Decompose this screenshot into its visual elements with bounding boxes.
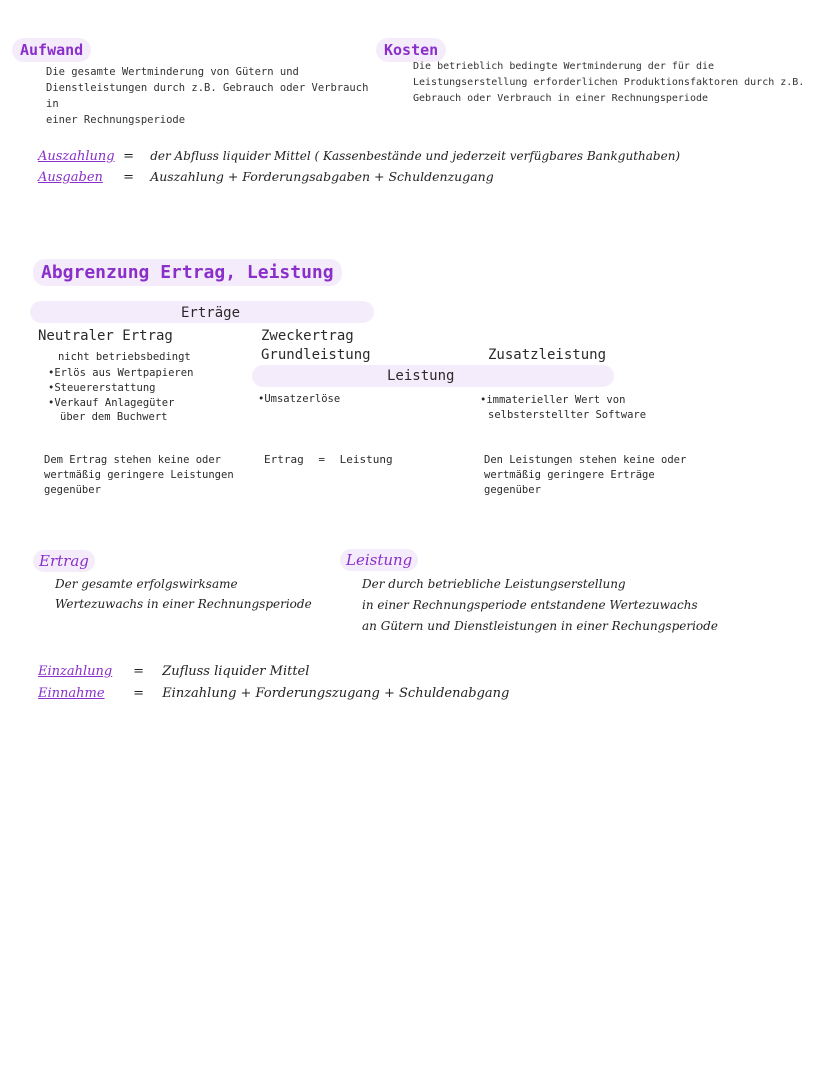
leistung-line: Der durch betriebliche Leistungserstellung (362, 577, 626, 591)
einzahlung-eq: = (133, 664, 144, 679)
neutral-note-line: Dem Ertrag stehen keine oder (44, 454, 222, 466)
einzahlung-row (38, 660, 309, 679)
zusatzleistung-item (480, 393, 646, 423)
aufwand-line: Die gesamte Wertminderung von Gütern und (46, 66, 299, 78)
zusatzleistung-item-line: selbsterstellter Software (488, 409, 647, 421)
leistung-label: Leistung (387, 368, 455, 384)
ausgaben-row (38, 166, 494, 185)
zusatz-note (484, 453, 686, 498)
section-title: Abgrenzung Ertrag, Leistung (33, 259, 342, 286)
middle-note-eq: = (318, 453, 325, 466)
list-item: • Erlös aus Wertpapieren (48, 366, 193, 381)
ertrag-definition (55, 574, 312, 614)
middle-note-left: Ertrag (264, 453, 304, 466)
zusatz-note-line: gegenüber (484, 484, 541, 496)
leistung-line: in einer Rechnungsperiode entstandene Wertezuwachs (362, 598, 698, 612)
ertrag-line: Wertezuwachs in einer Rechnungsperiode (55, 597, 312, 611)
ausgaben-eq: = (123, 170, 134, 185)
einzahlung-term: Einzahlung (38, 664, 113, 679)
list-item: • Verkauf Anlagegüter (48, 396, 193, 411)
neutral-list (48, 366, 193, 411)
kosten-line: Leistungserstellung erforderlichen Produktionsfaktoren durch z.B. (413, 77, 805, 88)
leistung-line: an Gütern und Dienstleistungen in einer Rechungsperiode (362, 619, 718, 633)
auszahlung-term: Auszahlung (38, 149, 115, 164)
kosten-line: Die betrieblich bedingte Wertminderung der für die (413, 61, 715, 72)
kosten-line: Gebrauch oder Verbrauch in einer Rechnungsperiode (413, 93, 709, 104)
aufwand-definition (46, 64, 376, 128)
einnahme-eq: = (133, 686, 144, 701)
neutral-note-line: wertmäßig geringere Leistungen (44, 469, 234, 481)
zusatz-note-line: Den Leistungen stehen keine oder (484, 454, 687, 466)
einzahlung-definition: Zufluss liquider Mittel (162, 664, 310, 679)
auszahlung-eq: = (123, 149, 134, 164)
einnahme-row (38, 682, 509, 701)
ausgaben-term: Ausgaben (38, 170, 103, 185)
ertrag-line: Der gesamte erfolgswirksame (55, 577, 238, 591)
auszahlung-definition: der Abfluss liquider Mittel ( Kassenbestände und jederzeit verfügbares Bankguthaben) (150, 149, 681, 163)
einnahme-term: Einnahme (38, 686, 105, 701)
einnahme-definition: Einzahlung + Forderungszugang + Schuldenabgang (162, 686, 510, 701)
zweckertrag-title: Zweckertrag (261, 328, 354, 344)
neutral-title: Neutraler Ertrag (38, 328, 173, 344)
leistung-definition (362, 574, 718, 637)
aufwand-heading: Aufwand (12, 38, 91, 62)
neutral-list-tail: über dem Buchwert (60, 411, 168, 423)
kosten-definition (413, 59, 823, 107)
zweckertrag-item: •Umsatzerlöse (258, 393, 341, 405)
zusatzleistung-title: Zusatzleistung (488, 347, 607, 363)
zusatz-note-line: wertmäßig geringere Erträge (484, 469, 655, 481)
neutral-note (44, 453, 234, 498)
neutral-subtitle: nicht betriebsbedingt (58, 351, 191, 363)
kosten-heading: Kosten (376, 38, 446, 62)
leistung-heading: Leistung (340, 549, 418, 571)
ausgaben-definition: Auszahlung + Forderungsabgaben + Schuldenzugang (150, 169, 494, 184)
middle-note-right: Leistung (339, 453, 393, 466)
ertrag-heading: Ertrag (33, 550, 95, 572)
zusatzleistung-item-line: •immaterieller Wert von (480, 394, 626, 406)
auszahlung-row (38, 145, 680, 164)
middle-note (264, 453, 393, 466)
ertraege-label: Erträge (181, 305, 241, 321)
aufwand-line: Dienstleistungen durch z.B. Gebrauch oder Verbrauch in (46, 82, 369, 110)
neutral-note-line: gegenüber (44, 484, 101, 496)
grundleistung-title: Grundleistung (261, 347, 371, 363)
list-item: • Steuererstattung (48, 381, 193, 396)
aufwand-line: einer Rechnungsperiode (46, 114, 186, 126)
